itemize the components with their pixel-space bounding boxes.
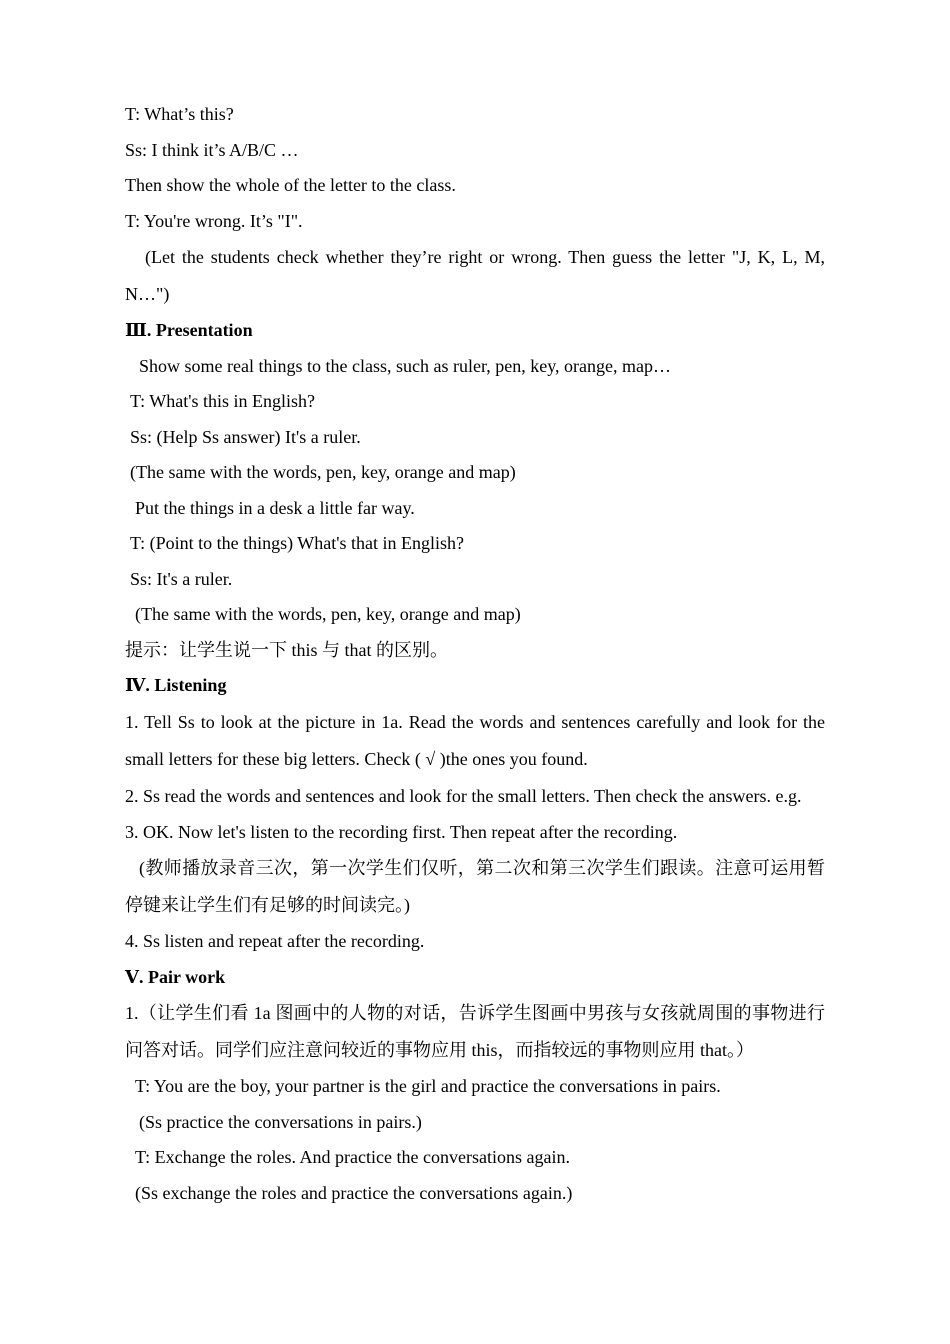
tip-line: 提示：让学生说一下 this 与 that 的区别。 xyxy=(125,639,448,660)
instruction-line: (The same with the words, pen, key, orange and map) xyxy=(130,462,516,482)
section-heading-presentation: Ⅲ. Presentation xyxy=(125,320,253,340)
dialogue-line: T: What's this in English? xyxy=(130,391,316,411)
instruction-paragraph: (Let the students check whether they’re right or wrong. Then guess the letter "J, K, L, M, N…") xyxy=(125,247,825,304)
dialogue-line: T: Exchange the roles. And practice the conversations again. xyxy=(135,1147,570,1167)
instruction-line: Show some real things to the class, such as ruler, pen, key, orange, map… xyxy=(139,355,671,376)
instruction-line: (Ss exchange the roles and practice the conversations again.) xyxy=(135,1182,573,1203)
dialogue-line: T: (Point to the things) What's that in English? xyxy=(130,533,464,553)
instruction-line: (The same with the words, pen, key, orange and map) xyxy=(135,604,521,624)
dialogue-line: Ss: (Help Ss answer) It's a ruler. xyxy=(130,426,361,447)
teacher-note: (教师播放录音三次，第一次学生们仅听，第二次和第三次学生们跟读。注意可运用暂停键来让学生们有足够的时间读完。) xyxy=(125,858,825,915)
dialogue-line: T: You are the boy, your partner is the girl and practice the conversations in pairs. xyxy=(135,1076,721,1096)
pair-work-step-1: 1.（让学生们看 1a 图画中的人物的对话，告诉学生图画中男孩与女孩就周围的事物进行问答对话。同学们应注意问较近的事物应用 this，而指较远的事物则应用 that。） xyxy=(125,1003,825,1060)
listening-step-3: 3. OK. Now let's listen to the recording first. Then repeat after the recording. xyxy=(125,821,678,842)
section-heading-pair-work: Ⅴ. Pair work xyxy=(125,966,226,987)
section-heading-listening: Ⅳ. Listening xyxy=(125,675,227,695)
instruction-line: (Ss practice the conversations in pairs.) xyxy=(139,1111,422,1132)
listening-step-2: 2. Ss read the words and sentences and look for the small letters. Then check the answers. e.g. xyxy=(125,785,802,806)
listening-step-1: 1. Tell Ss to look at the picture in 1a. Read the words and sentences carefully and look for the small letters for these big letters. Check ( √ )the ones you found. xyxy=(125,711,825,769)
dialogue-line: T: What’s this? xyxy=(125,104,234,124)
dialogue-line: Ss: It's a ruler. xyxy=(130,568,233,589)
dialogue-line: Ss: I think it’s A/B/C … xyxy=(125,139,299,160)
document-page xyxy=(125,97,825,1211)
instruction-line: Put the things in a desk a little far way. xyxy=(135,497,415,518)
dialogue-line: T: You're wrong. It’s "I". xyxy=(125,210,303,231)
instruction-line: Then show the whole of the letter to the class. xyxy=(125,175,456,195)
listening-step-4: 4. Ss listen and repeat after the recording. xyxy=(125,931,425,951)
